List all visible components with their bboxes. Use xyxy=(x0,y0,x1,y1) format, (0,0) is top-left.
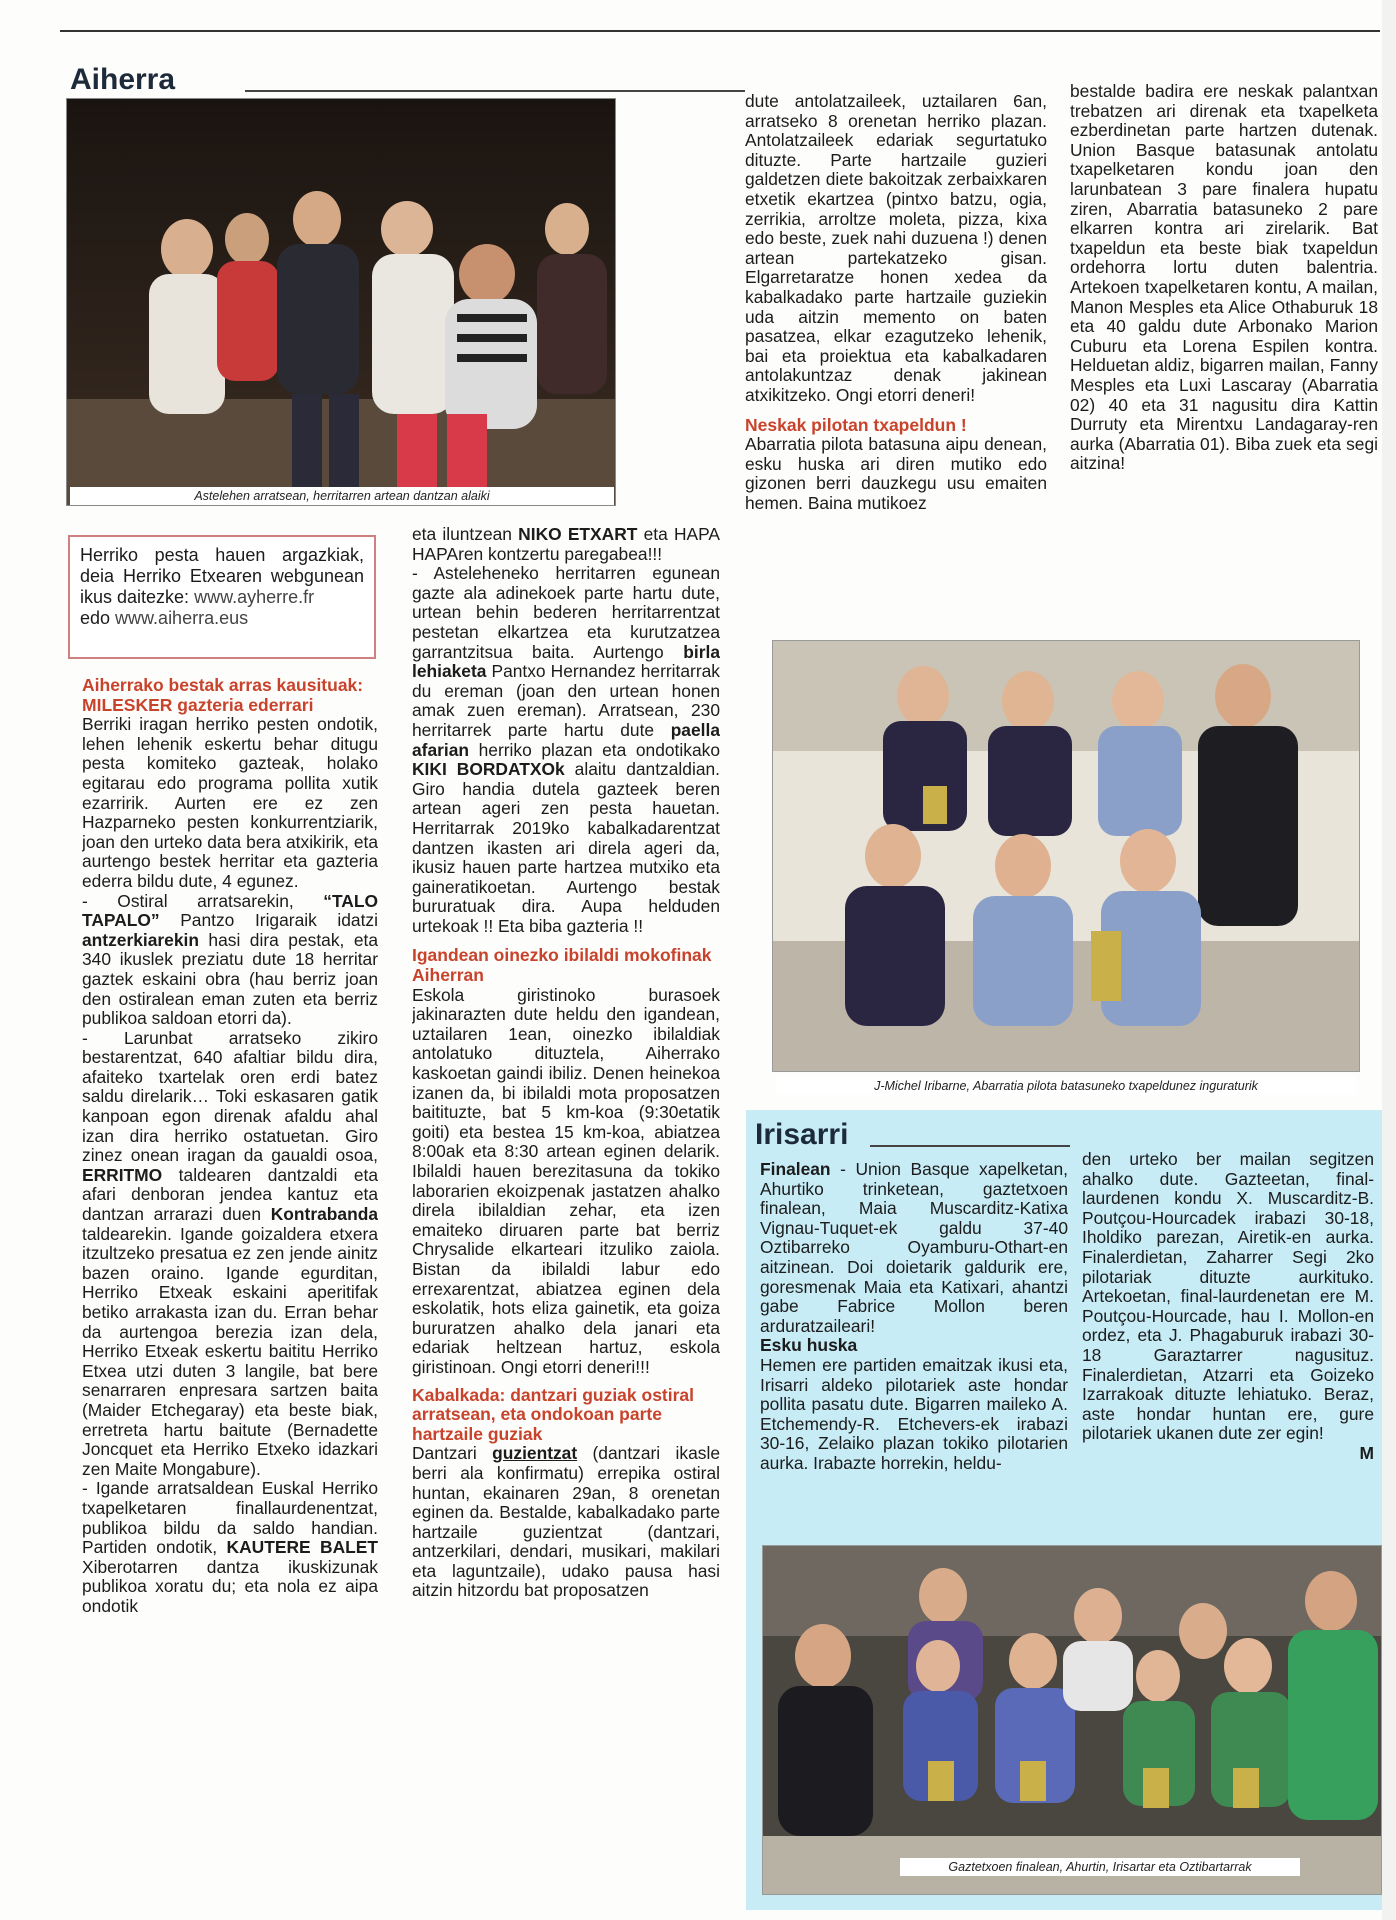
irisarri-column-2 xyxy=(1082,1150,1374,1528)
section-rule-irisarri xyxy=(870,1145,1070,1147)
article-paragraph: - Igande arratsaldean Euskal Herriko txapelketaren finallaurdenentzat, publikoa bildu da saldo handian. Partiden ondotik, KAUTERE BALET Xiberotarren dantza ikuskizunak publikoa xoratu du; eta nola ez aipa ondotik xyxy=(82,1478,378,1616)
website-link-aiherra[interactable]: www.aiherra.eus xyxy=(115,608,249,628)
article-paragraph: Dantzari guzientzat (dantzari ikasle berri ala konfirmatu) errepika ostiral huntan, ekainaren 29an, 8 orenetan eginen da. Bestalde, kabalkadako parte hartzaile guzientzat (dantzari, antzerkilari, dendari, musikari, makilari eta laguntzaile), udako pausa hasi aitzin hitzordu bat proposatzen xyxy=(412,1443,720,1601)
column-2 xyxy=(412,525,720,1900)
article-paragraph: - Ostiral arratsarekin, “TALO TAPALO” Pantzo Irigaraik idatzi antzerkiarekin hasi dira pestak, eta 340 ikuslek preziatu dute 18 herritar gaztek eskaini obra (hau berriz joan den ostiralean eman zuten eta berriz publikoa saldoan etorri da). xyxy=(82,890,378,1029)
column-3-top xyxy=(745,92,1047,602)
website-link-ayherre[interactable]: www.ayherre.fr xyxy=(194,587,315,607)
page-edge xyxy=(1382,0,1396,1920)
article-paragraph: Finalean - Union Basque xapelketan, Ahurtiko trinketean, gaztetxoen finalean, Maia Muscarditz-Katixa Vignau-Tuquet-ek galdu 37-40 Oztibarreko Oyamburu-Othart-en aitzinean. Doi doietarik galdurik ere, goresmenak Maia eta Katixari, ahantzi gabe Fabrice Mollon beren arduratzaileari! xyxy=(760,1160,1068,1336)
subheading-esku-huska: Esku huska xyxy=(760,1335,858,1356)
article-paragraph: bestalde badira ere neskak palantxan trebatzen ari direnak eta txapelketa ezberdinetan parte hartzen dutenak. Union Basque batasunak antolatu txapelketaren kondu joan den larunbatean 3 pare finalera hupatu ziren, Abarratia batasuneko 2 pare elkarren kontra ari zirelarik. Bat txapeldun eta beste biak txapeldun ordehorra lortu duten balentria. Artekoen txapelketaren kontu, A mailan, Manon Mesples eta Alice Othaburuk 18 eta 40 galdu dute Arbonako Marion Cuburu eta Lorena Espilen kontra. Helduetan aldiz, bigarren mailan, Fanny Mesples eta Luxi Lascaray (Abarratia 02) 40 eta 31 nagusitu dira Kattin Durruty eta Mirentxu Landagaray-ren aurka (Abarratia 01). Biba zuek eta segi aitzina! xyxy=(1070,82,1378,474)
pilota-team-photo-image xyxy=(773,641,1360,1072)
article-paragraph: Hemen ere partiden emaitzak ikusi eta, Irisarri aldeko pilotariek aste hondar pollita pasatu dute. Bigarren maileko A. Etchemendy-R. Etchevers-ek irabazi 30-16, Zelaiko plazan tokiko pilotarien aurka. Irabazte horrekin, heldu- xyxy=(760,1354,1068,1473)
column-1 xyxy=(82,676,378,1901)
dance-photo-caption: Astelehen arratsean, herritarren artean dantzan alaiki xyxy=(70,487,614,505)
dance-photo xyxy=(66,98,616,506)
article-heading-bestak: Aiherrako bestak arras kausituak: MILESKER gazteria ederrari xyxy=(82,676,364,715)
section-title-irisarri: Irisarri xyxy=(755,1118,849,1151)
photo-info-box xyxy=(68,535,376,659)
section-rule-aiherra xyxy=(245,90,745,92)
article-paragraph: dute antolatzaileek, uztailaren 6an, arratseko 8 orenetan herriko plazan. Antolatzaileek edariak segurtatuko dituzte. Parte hartzaile guzieri galdetzen diete bakoitzak zerbaixkaren etxetik ekartzea (pintxo batzu, ogia, zerrikia, arroltze moleta, pizza, kixa edo beste, zuek nahi duzuena !) denen artean partekatzeko gisan. Elgarretaratze honen xedea da kabalkadako parte hartzaile guziekin uda aitzin memento on baten pasatzea, elkar ezagutzeko lehenik, bai eta proiektua eta kabalkadaren antolakuntzaz denak jakinean atxikitzeko. Ongi etorri deneri! xyxy=(745,92,1047,405)
section-title-aiherra: Aiherra xyxy=(70,63,176,96)
irisarri-photo-caption: Gaztetxoen finalean, Ahurtin, Irisartar eta Oztibartarrak xyxy=(900,1858,1300,1876)
article-heading-neskak: Neskak pilotan txapeldun ! xyxy=(745,414,967,435)
article-paragraph: - Larunbat arratseko zikiro bestarentzat, 640 afaltiar bildu dira, afaiteko txartelak oren erdi batez saldu direlarik… Toki eskasaren gatik kanpoan egon direnak afaldu ahal izan dira herriko ostatuetan. Giro zinez onean iragan da gaualdi osoa, ERRITMO taldearen dantzaldi eta afari denboran jendea kantuz eta dantzan arrarazi duen Kontrabanda taldearekin. Igande goizaldera etxera itzultzeko presatua ez zen jende ainitz bazen oraino. Igande egurditan, Herriko Etxeak eskaini aperitifak betiko arrakasta izan du. Erran behar da aurtengoa berezia izan dela, Herriko Etxeak eskertu baititu Herriko Etxea utzi duten 3 langile, bat bere senarraren enpresara sartzen baita (Maider Etchegaray) eta beste biak, erretreta hartu baitute (Bernadette Joncquet eta Herriko Etxeko idazkari zen Maite Mongabure). xyxy=(82,1027,378,1479)
info-box-or: edo xyxy=(80,608,116,628)
info-box-text: Herriko pesta hauen argazkiak, deia Herriko Etxearen webgunean ikus daitezke: xyxy=(80,545,364,607)
article-paragraph: eta iluntzean NIKO ETXART eta HAPA HAPAren kontzertu paregabea!!! xyxy=(412,525,720,564)
irisarri-column-1 xyxy=(760,1160,1068,1538)
dance-photo-image xyxy=(67,99,616,506)
article-heading-kabalkada: Kabalkada: dantzari guziak ostiral arratsean, eta ondokoan parte hartzaile guziak xyxy=(412,1384,695,1444)
irisarri-team-photo xyxy=(762,1545,1382,1895)
column-4-top xyxy=(1070,82,1378,602)
article-heading-ibilaldi: Igandean oinezko ibilaldi mokofinak Aiherran xyxy=(412,945,712,986)
article-paragraph: Abarratia pilota batasuna aipu denean, esku huska ari diren mutiko edo gizonen berri dauzkegu usu emaiten hemen. Baina mutikoez xyxy=(745,434,1047,513)
article-paragraph: Eskola giristinoko burasoek jakinarazten dute heldu den igandean, uztailaren 1ean, oinezko ibilaldiak antolatuko dituztela, Aiherrako kaskoetan gaindi ibiliz. Denen heinekoa izanen da, bi ibilaldi mota proposatzen baitituzte, bat 5 km-koa (9:30etatik goiti) eta bestea 15 km-koa, abiatzea 8:00ak eta 8:30 artean eginen delarik. Ibilaldi hauen berezitasuna da tokiko laborarien ekoizpenak jastatzen ahalko direla ibilaldian zehar, eta izen emaiteko diruaren parte bat berriz Chrysalide elkarteari itzuliko zaiola. Bistan da ibilaldi labur edo errexarentzat, abiatzea eginen dela eskolatik, hots eliza gainetik, eta goiza bururatzen ahalko dela janari eta edariak heltzean hartuz, eskola giristinoan. Ongi etorri deneri!!! xyxy=(412,984,720,1377)
author-signature: M xyxy=(1359,1442,1374,1463)
article-paragraph: Berriki iragan herriko pesten ondotik, lehen lehenik eskertu behar ditugu pesta komiteko gazteak, holako egitarau edo programa pollita xutik ezarririk. Aurten ere ez zen Hazparneko pesten konkurrentziarik, joan den urteko data bera atxikirik, eta aurtengo bestek herritar eta gazteria ederra bildu dute, 4 egunez. xyxy=(82,714,378,891)
top-rule xyxy=(60,30,1380,32)
team-photo-caption: J-Michel Iribarne, Abarratia pilota batasuneko txapeldunez inguraturik xyxy=(776,1077,1356,1095)
article-paragraph: den urteko ber mailan segitzen ahalko dute. Gazteetan, final-laurdenen kondu X. Muscarditz-B. Poutçou-Hourcadek irabazi 30-18, Iholdiko parezan, Airetik-en aurka. Finalerdietan, Zaharrer Segi 2ko pilotariak dituzte aurkituko. Artekoetan, final-laurdenetan ere M. Poutçou-Hourcade, hau I. Mollon-en ordez, eta J. Phagaburuk irabazi 30-18 Garaztarrer nagusituz. Finalerdietan, Atzarri eta Goizeko Izarrakoak dituzte lehiatuko. Beraz, aste hondar huntan ere, gure pilotariek ukanen dute zer egin! xyxy=(1082,1150,1374,1444)
article-paragraph: - Asteleheneko herritarren egunean gazte ala adinekoek parte hartu dute, urtean behin bederen herritarrentzat pestetan elkartzea eta kurutzatzea garrantzitsua baita. Aurtengo birla lehiaketa Pantxo Hernandez herritarrak du ereman (joan den urtean honen amak zuen ereman). Arratsean, 230 herritarrek parte hartu dute paella afarian herriko plazan eta ondotikako KIKI BORDATXOk alaitu dantzaldian. Giro handia dutela gazteek beren artean ageri zen pesta hauetan. Herritarrak 2019ko kabalkadarentzat dantzen ikasten ari direla ageri da, ikusiz hauen parte hartzea mutxiko eta gaineratikoetan. Aurtengo bestak bururatuak dira. Aupa helduden urtekoak !! Eta biba gazteria !! xyxy=(412,563,720,936)
irisarri-team-photo-image xyxy=(763,1546,1382,1895)
pilota-team-photo xyxy=(772,640,1360,1072)
